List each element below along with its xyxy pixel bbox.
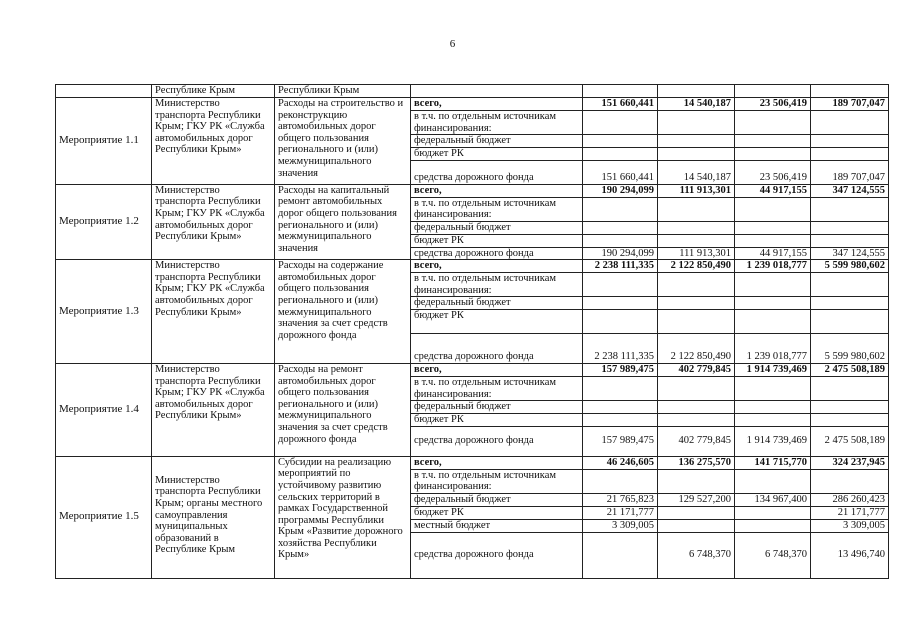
table-row: Мероприятие 1.3 Министерство транспорта Республики Крым; ГКУ РК «Служба автомобильных дорог Республики Крым» Расходы на содержание автомобильных дорог общего пользования регионального и (или) межмуниципального значения за счет средств дорожного фонда всего, 2 238 111,335 2 122 850,490 1 239 018,777 5 599 980,602 [56,260,889,273]
source-road-fund: средства дорожного фонда [411,160,583,184]
activity-description: Расходы на капитальный ремонт автомобильных дорог общего пользования регионального и (или) межмуниципального значения [275,184,411,259]
activity-description: Расходы на ремонт автомобильных дорог общего пользования регионального и (или) межмуниципального значения за счет средств дорожного фонда [275,363,411,456]
source-rk: бюджет РК [411,506,583,519]
table-row: средства дорожного фонда 6 748,370 6 748,370 13 496,740 [56,532,889,578]
source-federal: федеральный бюджет [411,221,583,234]
table-row [56,98,889,111]
activity-name: Мероприятие 1.3 [56,260,152,364]
source-total: всего, [411,363,583,376]
source-road-fund: средства дорожного фонда [411,426,583,456]
activity-description: Субсидии на реализацию мероприятий по устойчивому развитию сельских территорий в рамках Государственной программы Республики Крым «Развитие дорожного хозяйства Республики Крым» [275,456,411,578]
activity-executor: Министерство транспорта Республики Крым; ГКУ РК «Служба автомобильных дорог Республики Крым» [152,98,275,185]
source-including: в т.ч. по отдельным источникам финансирования: [411,111,583,135]
source-total: всего, [411,184,583,197]
funding-table [55,84,889,579]
table-row: средства дорожного фонда 2 238 111,335 2 122 850,490 1 239 018,777 5 599 980,602 [56,333,889,363]
source-rk: бюджет РК [411,147,583,160]
continuation-executor: Республике Крым [152,85,275,98]
source-total: всего, [411,98,583,111]
source-total: всего, [411,456,583,469]
source-federal: федеральный бюджет [411,135,583,148]
activity-description: Расходы на строительство и реконструкцию автомобильных дорог общего пользования регионального и (или) межмуниципального значения [275,98,411,185]
activity-name: Мероприятие 1.1 [56,98,152,185]
value-total: 189 707,047 [811,98,889,111]
source-total: всего, [411,260,583,273]
source-federal: федеральный бюджет [411,401,583,414]
table-row: местный бюджет 3 309,005 3 309,005 [56,519,889,532]
activity-executor: Министерство транспорта Республики Крым; ГКУ РК «Служба автомобильных дорог Республики Крым» [152,363,275,456]
table-row: средства дорожного фонда 190 294,099 111 913,301 44 917,155 347 124,555 [56,247,889,260]
activity-name: Мероприятие 1.5 [56,456,152,578]
table-row: бюджет РК 21 171,777 21 171,777 [56,506,889,519]
activity-executor: Министерство транспорта Республики Крым; органы местного самоуправления муниципальных образований в Республике Крым [152,456,275,578]
activity-description: Расходы на содержание автомобильных дорог общего пользования регионального и (или) межмуниципального значения за счет средств дорожного фонда [275,260,411,364]
table-row: средства дорожного фонда 151 660,441 14 540,187 23 506,419 189 707,047 [56,160,889,184]
page-number: 6 [449,38,456,50]
table-row: Мероприятие 1.5 Министерство транспорта Республики Крым; органы местного самоуправления муниципальных образований в Республике Крым Субсидии на реализацию мероприятий по устойчивому развитию сельских территорий в рамках Государственной программы Республики Крым «Развитие дорожного хозяйства Республики Крым» всего, 46 246,605 136 275,570 141 715,770 324 237,945 [56,456,889,469]
source-federal: федеральный бюджет [411,297,583,310]
activity-executor: Министерство транспорта Республики Крым; ГКУ РК «Служба автомобильных дорог Республики Крым» [152,184,275,259]
activity-executor: Министерство транспорта Республики Крым; ГКУ РК «Служба автомобильных дорог Республики Крым» [152,260,275,364]
value-year-1: 151 660,441 [583,98,658,111]
source-including: в т.ч. по отдельным источникам финансирования: [411,376,583,400]
source-road-fund: средства дорожного фонда [411,532,583,578]
source-local: местный бюджет [411,519,583,532]
source-rk: бюджет РК [411,234,583,247]
continuation-row [56,85,889,98]
continuation-description: Республики Крым [275,85,411,98]
continuation-activity-cell [56,85,152,98]
source-rk: бюджет РК [411,309,583,333]
table-row: Мероприятие 1.2 Министерство транспорта Республики Крым; ГКУ РК «Служба автомобильных дорог Республики Крым» Расходы на капитальный ремонт автомобильных дорог общего пользования регионального и (или) межмуниципального значения всего, 190 294,099 111 913,301 44 917,155 347 124,555 [56,184,889,197]
source-federal: федеральный бюджет [411,493,583,506]
table-row: Мероприятие 1.4 Министерство транспорта Республики Крым; ГКУ РК «Служба автомобильных дорог Республики Крым» Расходы на ремонт автомобильных дорог общего пользования регионального и (или) межмуниципального значения за счет средств дорожного фонда всего, 157 989,475 402 779,845 1 914 739,469 2 475 508,189 [56,363,889,376]
source-rk: бюджет РК [411,413,583,426]
table-row: федеральный бюджет 21 765,823 129 527,200 134 967,400 286 260,423 [56,493,889,506]
source-road-fund: средства дорожного фонда [411,247,583,260]
value-year-2: 14 540,187 [658,98,735,111]
table-row: средства дорожного фонда 157 989,475 402 779,845 1 914 739,469 2 475 508,189 [56,426,889,456]
source-including: в т.ч. по отдельным источникам финансирования: [411,273,583,297]
source-including: в т.ч. по отдельным источникам финансирования: [411,469,583,493]
source-including: в т.ч. по отдельным источникам финансирования: [411,197,583,221]
value-year-3: 23 506,419 [735,98,811,111]
activity-name: Мероприятие 1.2 [56,184,152,259]
source-road-fund: средства дорожного фонда [411,333,583,363]
activity-name: Мероприятие 1.4 [56,363,152,456]
